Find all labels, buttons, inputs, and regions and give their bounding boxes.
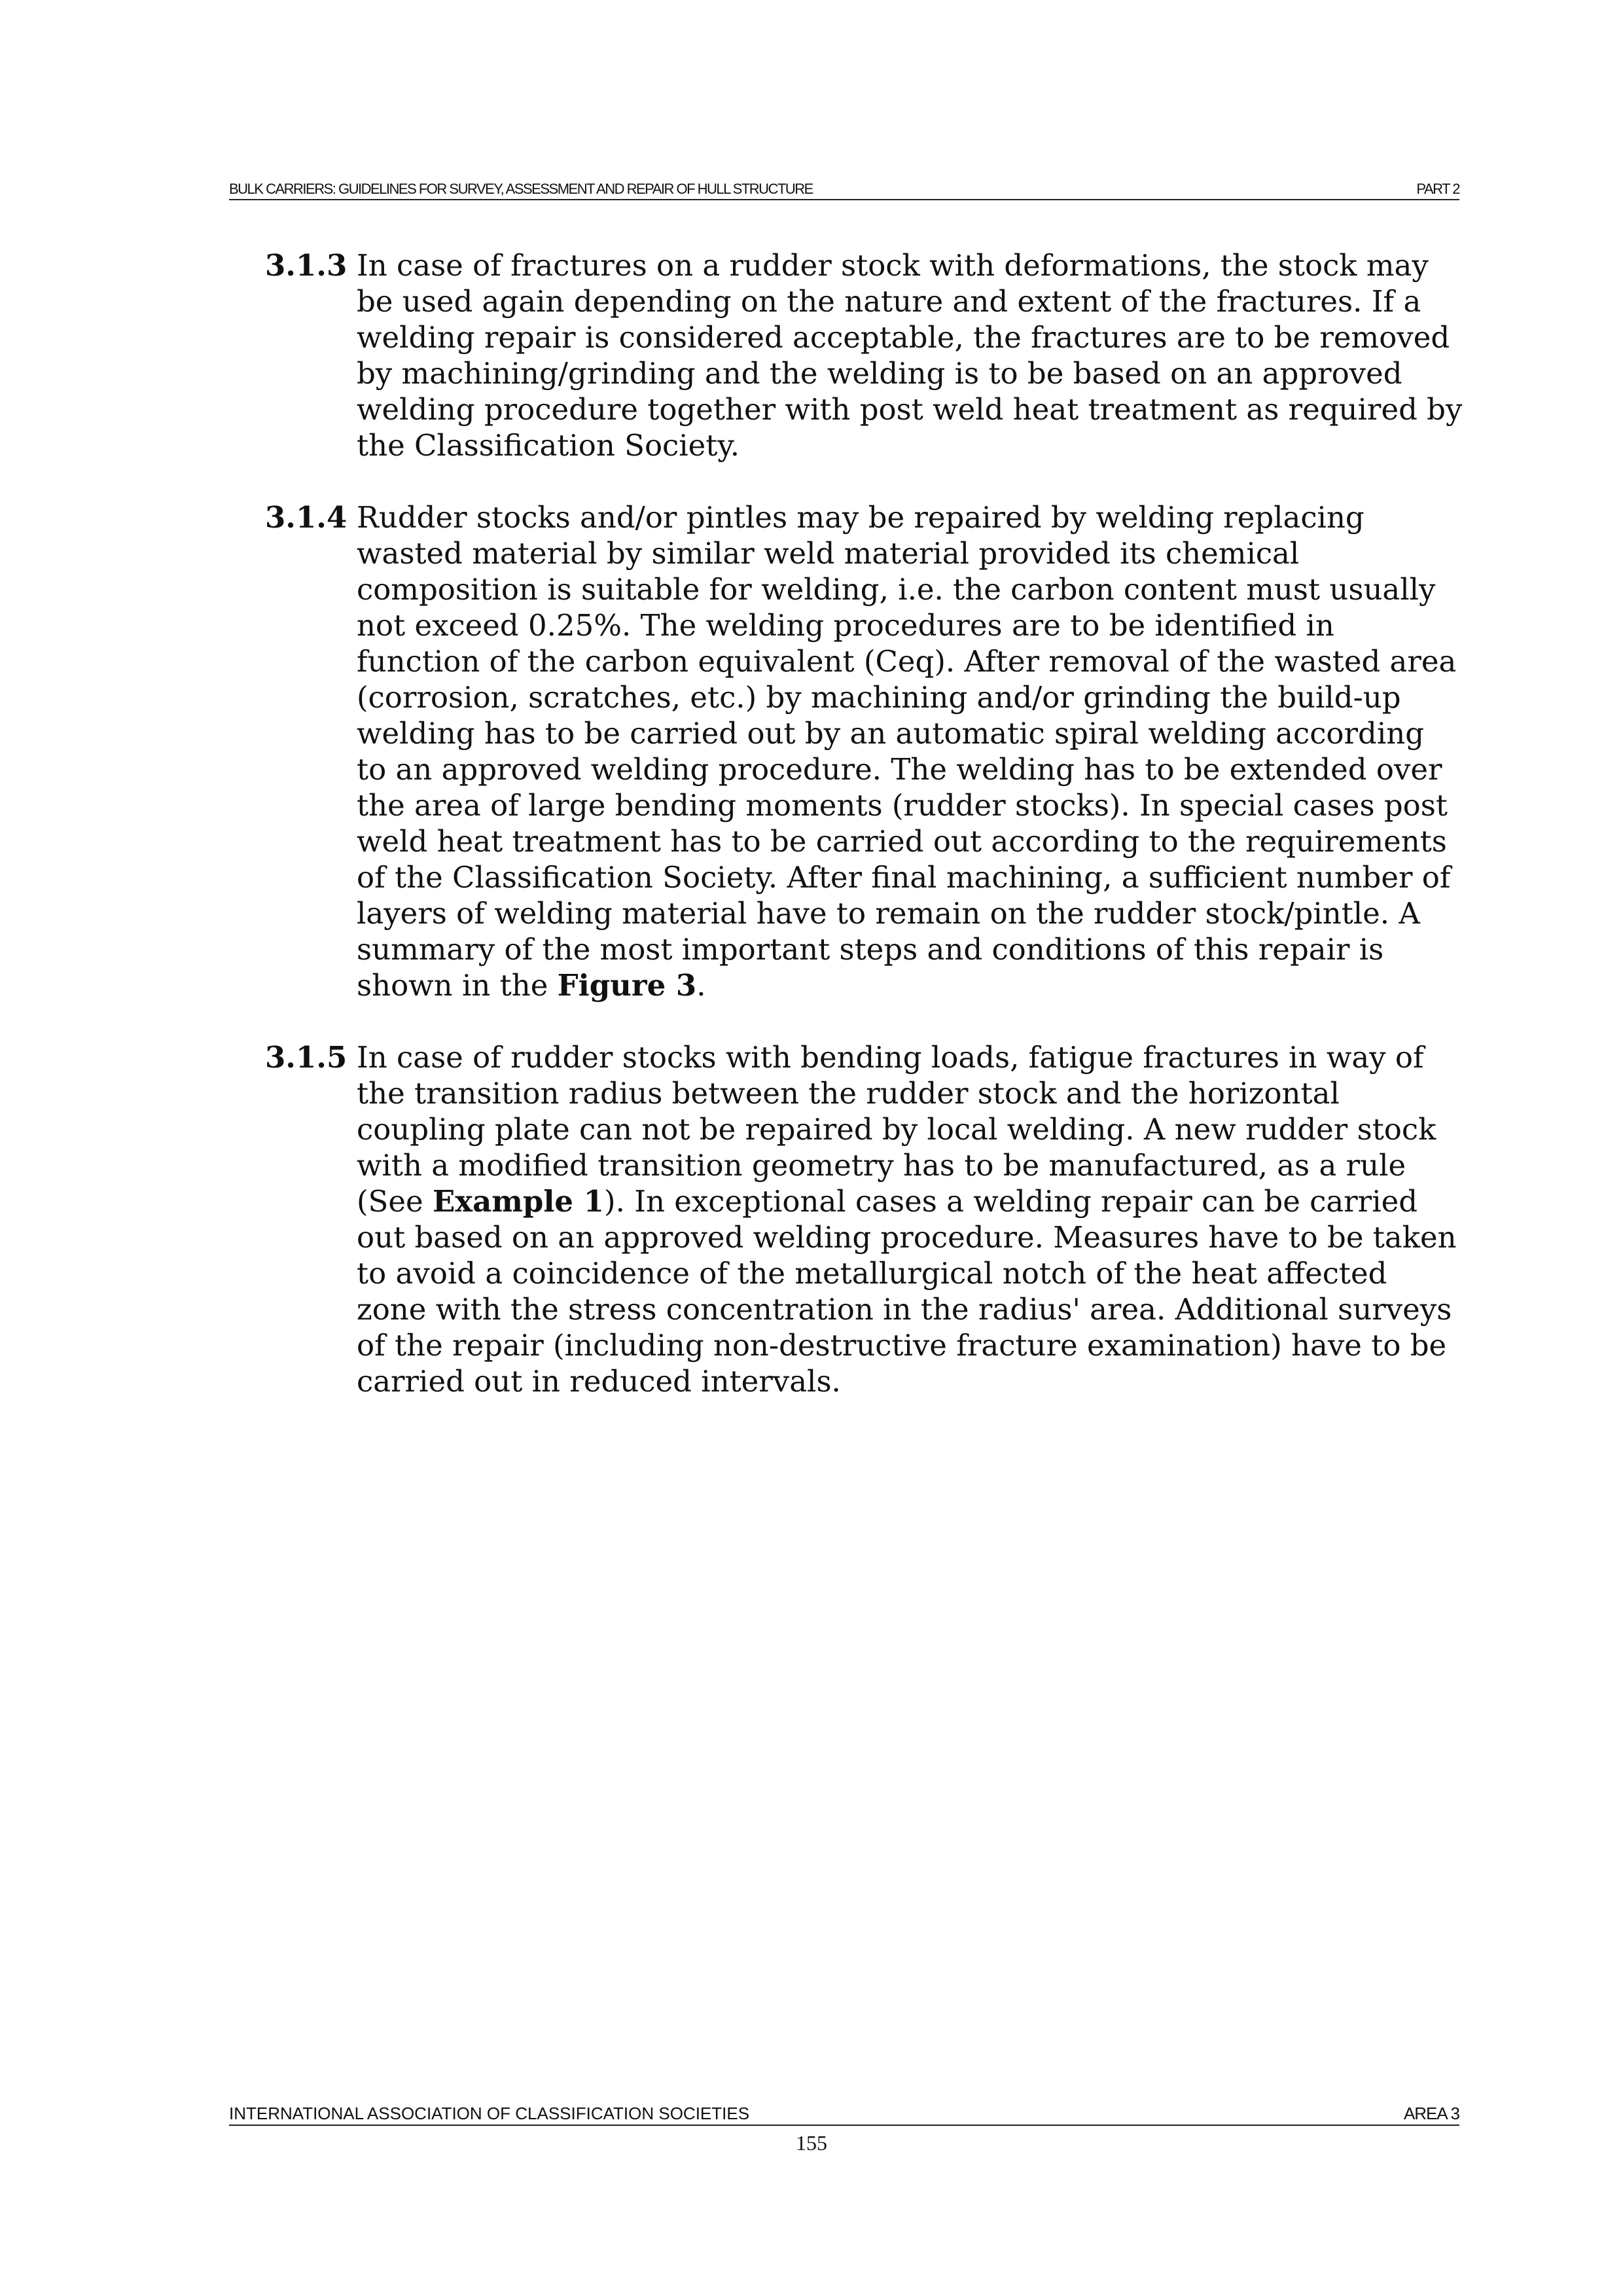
header-part: PART 2	[1416, 181, 1459, 197]
page-header	[229, 179, 1459, 200]
section-text: In case of fractures on a rudder stock with deformations, the stock may be used again depending on the nature and extent of the fractures. If a welding repair is considered acceptable, the fractures are to be removed by machining/grinding and the welding is to be based on an approved welding procedure together with post weld heat treatment as required by the Classification Society.	[357, 248, 1463, 463]
figure-reference: Figure 3	[557, 968, 697, 1003]
section-text-end: ). In exceptional cases a welding repair can be carried out based on an approved welding procedure. Measures have to be taken to avoid a coincidence of the metallurgical notch of the heat affected zone with the stress concentration in the radius' area. Additional surveys of the repair (including non-destructive fracture examination) have to be carried out in reduced intervals.	[357, 1184, 1457, 1399]
footer-area: AREA 3	[1403, 2104, 1459, 2123]
header-title: BULK CARRIERS: GUIDELINES FOR SURVEY, ASSESSMENT AND REPAIR OF HULL STRUCTURE	[229, 181, 813, 197]
page-number: 155	[796, 2131, 827, 2155]
section-3-1-5	[265, 1039, 1463, 1399]
section-3-1-4	[265, 499, 1463, 1003]
footer-organization: INTERNATIONAL ASSOCIATION OF CLASSIFICATION SOCIETIES	[229, 2104, 750, 2123]
example-reference: Example 1	[432, 1184, 605, 1219]
document-body	[265, 247, 1463, 1435]
section-number: 3.1.3	[265, 248, 348, 283]
section-number: 3.1.4	[265, 500, 348, 535]
section-number: 3.1.5	[265, 1040, 348, 1075]
section-text: In case of rudder stocks with bending loads, fatigue fractures in way of the transition radius between the rudder stock and the horizontal coupling plate can not be repaired by local welding. A new rudder stock with a modified transition geometry has to be manufactured, as a rule (See	[357, 1040, 1436, 1219]
section-3-1-3	[265, 247, 1463, 463]
page-footer	[229, 2105, 1459, 2126]
section-text: Rudder stocks and/or pintles may be repaired by welding replacing wasted material by similar weld material provided its chemical composition is suitable for welding, i.e. the carbon content must usually not exceed 0.25%. The welding procedures are to be identified in function of the carbon equivalent (Ceq). After removal of the wasted area (corrosion, scratches, etc.) by machining and/or grinding the build-up welding has to be carried out by an automatic spiral welding according to an approved welding procedure. The welding has to be extended over the area of large bending moments (rudder stocks). In special cases post weld heat treatment has to be carried out according to the requirements of the Classification Society. After final machining, a sufficient number of layers of welding material have to remain on the rudder stock/pintle. A summary of the most important steps and conditions of this repair is shown in the	[357, 500, 1457, 1003]
section-text-end: .	[696, 968, 706, 1003]
